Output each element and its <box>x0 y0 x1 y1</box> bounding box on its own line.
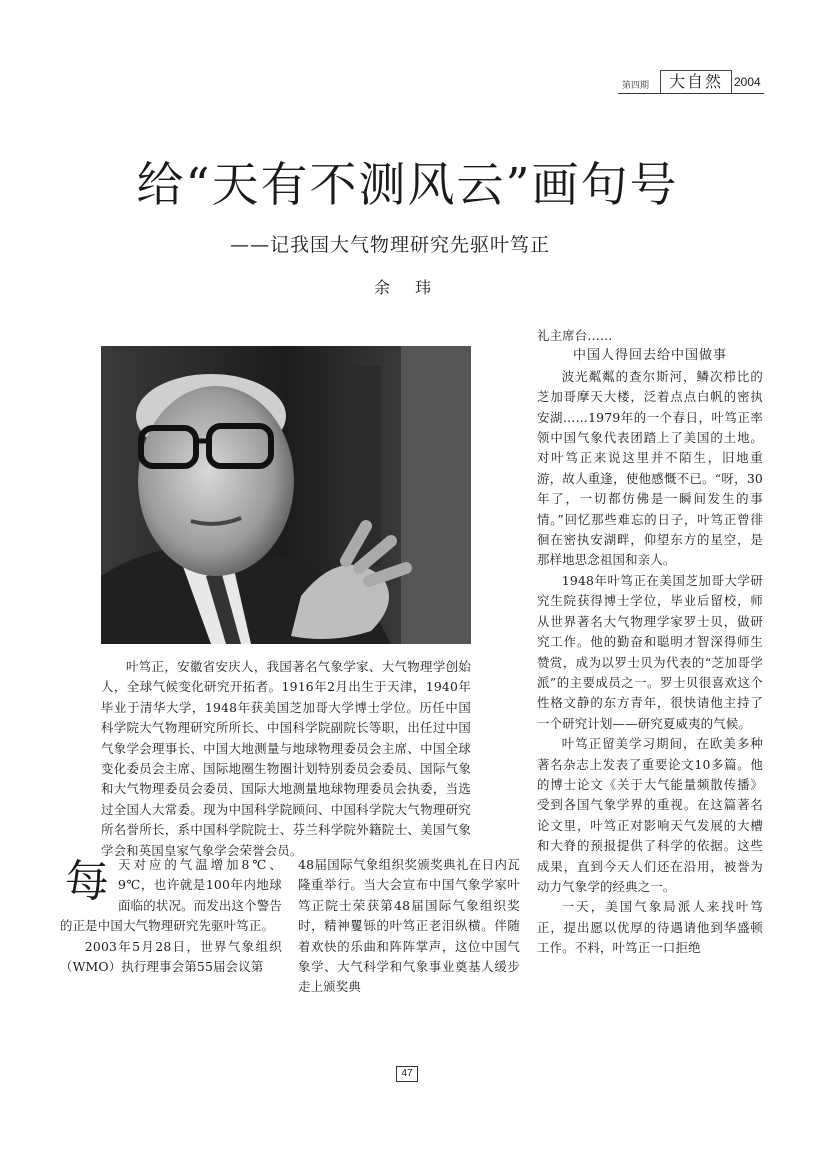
paragraph: 波光粼粼的查尔斯河，鳞次栉比的芝加哥摩天大楼，泛着点点白帆的密执安湖……1979年的一个春日，叶笃正率领中国气象代表团踏上了美国的土地。对叶笃正来说这里并不陌生，旧地重游，故人重逢，使他感慨不已。“呀，30年了，一切都仿佛是一瞬间发生的事情。”回忆那些难忘的日子，叶笃正曾徘徊在密执安湖畔，仰望东方的星空，是那样地思念祖国和亲人。 <box>537 368 763 568</box>
body-column-1 <box>60 855 282 977</box>
paragraph: 叶笃正留美学习期间，在欧美多种著名杂志上发表了重要论文10多篇。他的博士论文《关于大气能量频散传播》受到各国气象学界的重视。在这篇著名论文里，叶笃正对影响天气发展的大槽和大脊的预报提供了科学的依据。这些成果，直到今天人们还在沿用，被誉为动力气象学的经典之一。 <box>537 736 763 894</box>
article-title: 给“天有不测风云”画句号 <box>136 158 679 213</box>
issue-label: 第四期 <box>622 81 650 91</box>
header-rule <box>618 93 764 94</box>
paragraph: 礼主席台…… <box>537 328 613 343</box>
paragraph: 48届国际气象组织奖颁奖典礼在日内瓦隆重举行。当大会宣布中国气象学家叶笃正院士荣获第48届国际气象组织奖时，精神矍铄的叶笃正老泪纵横。伴随着欢快的乐曲和阵阵掌声，这位中国气象学、大气科学和气象事业奠基人缓步走上颁奖典 <box>298 857 520 995</box>
paragraph: 1948年叶笃正在美国芝加哥大学研究生院获得博士学位，毕业后留校，师从世界著名大气物理学家罗士贝，做研究工作。他的勤奋和聪明才智深得师生赞赏，成为以罗士贝为代表的“芝加哥学派”的主要成员之一。罗士贝很喜欢这个性格文静的东方青年，很快请他主持了一个研究计划——研究夏威夷的气候。 <box>537 572 763 731</box>
page-number: 47 <box>396 1066 418 1082</box>
bio-text: 叶笃正，安徽省安庆人，我国著名气象学家、大气物理学创始人，全球气候变化研究开拓者。1916年2月出生于天津，1940年毕业于清华大学，1948年获美国芝加哥大学博士学位。历任中国科学院大气物理研究所所长、中国科学院副院长等职，出任过中国气象学会理事长、中国大地测量与地球物理委员会主席、中国全球变化委员会主席、国际地圈生物圈计划特别委员会委员、国际气象和大气物理委员会委员、国际大地测量地球物理委员会执委，当选过全国人大常委。现为中国科学院顾问、中国科学院大气物理研究所名誉所长，系中国科学院院士、芬兰科学院外籍院士、美国气象学会和英国皇家气象学会荣誉会员。 <box>101 659 471 858</box>
running-header <box>618 70 764 94</box>
bio-caption <box>101 657 471 861</box>
portrait-illustration <box>101 346 471 644</box>
drop-cap: 每 <box>64 856 110 907</box>
body-column-3 <box>537 326 763 959</box>
paragraph: 一天，美国气象局派人来找叶笃正，提出愿以优厚的待遇请他到华盛顿工作。不料，叶笃正一口拒绝 <box>537 899 763 956</box>
article-author: 余 玮 <box>373 278 442 297</box>
magazine-name: 大自然 <box>660 70 732 93</box>
body-column-2 <box>298 855 520 998</box>
year-label: 2004 <box>734 75 761 89</box>
paragraph: 2003年5月28日，世界气象组织（WMO）执行理事会第55届会议第 <box>60 938 282 975</box>
section-heading: 中国人得回去给中国做事 <box>572 348 727 364</box>
portrait-photo <box>101 346 471 644</box>
paragraph: 天对应的气温增加8℃、9℃，也许就是100年内地球面临的状况。而发出这个警告的正是中国大气物理研究先驱叶笃正。 <box>60 857 282 934</box>
article-subtitle: ——记我国大气物理研究先驱叶笃正 <box>230 234 551 256</box>
